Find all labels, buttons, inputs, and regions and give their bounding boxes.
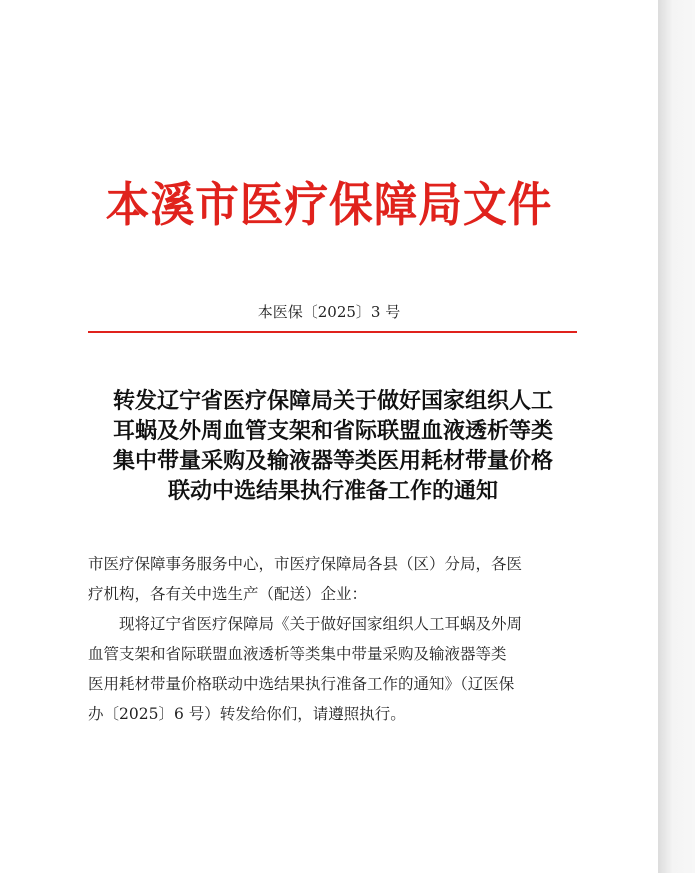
page-edge-shadow — [658, 0, 695, 873]
document-body: 市医疗保障事务服务中心，市医疗保障局各县（区）分局，各医 疗机构，各有关中选生产（配送）企业： 现将辽宁省医疗保障局《关于做好国家组织人工耳蜗及外周 血管支架和省际联盟血液透析等类集中带量采购及输液器等类 医用耗材带量价格联动中选结果执行准备工作的通知》（辽医保 办〔2025〕6 号）转发给你们，请遵照执行。 — [88, 555, 523, 723]
document-number: 本医保〔2025〕3 号 — [257, 303, 401, 321]
issuer-title: 本溪市医疗保障局文件 — [105, 178, 553, 233]
red-divider — [88, 331, 577, 333]
document-title: 转发辽宁省医疗保障局关于做好国家组织人工 耳蜗及外周血管支架和省际联盟血液透析等类 集中带量采购及输液器等类医用耗材带量价格 联动中选结果执行准备工作的通知 — [112, 389, 553, 504]
